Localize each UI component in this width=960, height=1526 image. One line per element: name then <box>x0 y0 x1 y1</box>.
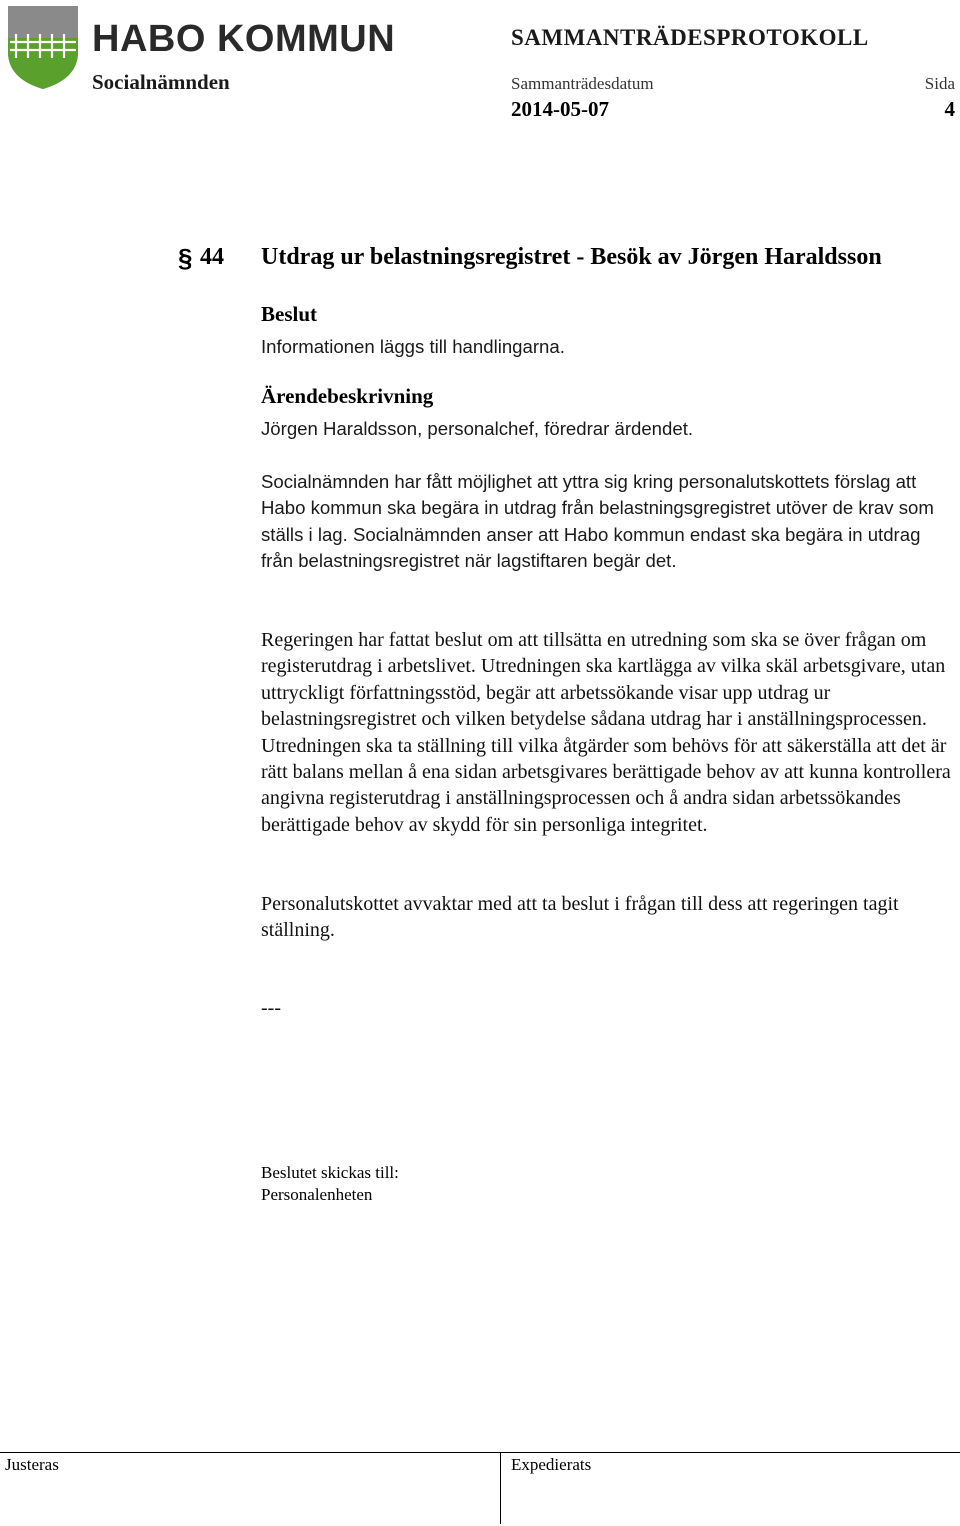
paragraph-text: Regeringen har fattat beslut om att tillsätta en utredning som ska se över frågan om registerutdrag i arbetslivet. Utredningen ska kartlägga av vilka skäl arbetsgivare, utan uttryckligt författningsstöd, begär att arbetssökande visar upp utdrag ur belastningsregistret och vilken betydelse sådana utdrag har i anställningsprocessen. Utredningen ska ta ställning till vilka åtgärder som behövs för att säkerställa att det är rätt balans mellan å ena sidan arbetsgivares berättigade behov av att kunna kontrollera angivna registerutdrag i anställningsprocessen och å andra sidan arbetssökandes berättigade behov av skydd för sin personliga integritet. <box>261 629 951 836</box>
meeting-date-label: Sammanträdesdatum <box>511 74 654 93</box>
page-label: Sida <box>924 74 955 93</box>
body-paragraph <box>261 891 951 944</box>
footer-column-divider <box>500 1452 501 1524</box>
meeting-date-value: 2014-05-07 <box>511 97 609 121</box>
section-sign: § <box>178 243 193 273</box>
arendebeskrivning-intro: Jörgen Haraldsson, personalchef, föredrar ärdendet. <box>261 418 694 439</box>
beslut-heading: Beslut <box>261 302 318 326</box>
paragraph-text: Personalutskottet avvaktar med att ta beslut i frågan till dess att regeringen tagit ställning. <box>261 893 899 942</box>
organization-name: Socialnämnden <box>92 70 230 94</box>
distribution-label: Beslutet skickas till: <box>261 1163 399 1182</box>
separator: --- <box>261 997 281 1019</box>
body-paragraph <box>261 469 951 575</box>
logo-wordmark: HABO KOMMUN <box>92 18 396 60</box>
footer-justeras-label: Justeras <box>5 1455 59 1474</box>
section-number: 44 <box>200 244 224 270</box>
paragraph-text: Socialnämnden har fått möjlighet att yttra sig kring personalutskottets förslag att Habo kommun ska begära in utdrag från belastningsgregistret utöver de krav som ställs i lag. Socialnämnden anser att Habo kommun endast ska begära in utdrag från belastningsregistret när lagstiftaren begär det. <box>261 471 934 572</box>
beslut-text: Informationen läggs till handlingarna. <box>261 336 565 357</box>
habo-kommun-coat-of-arms-icon <box>6 4 80 90</box>
page-number: 4 <box>944 97 955 121</box>
section-title: Utdrag ur belastningsregistret - Besök av Jörgen Haraldsson <box>261 244 882 270</box>
body-paragraph <box>261 627 951 838</box>
arendebeskrivning-heading: Ärendebeskrivning <box>261 384 434 408</box>
document-type: SAMMANTRÄDESPROTOKOLL <box>511 25 869 50</box>
distribution-recipient: Personalenheten <box>261 1185 373 1204</box>
footer-divider-line <box>0 1452 960 1453</box>
footer-expedierats-label: Expedierats <box>511 1455 592 1474</box>
